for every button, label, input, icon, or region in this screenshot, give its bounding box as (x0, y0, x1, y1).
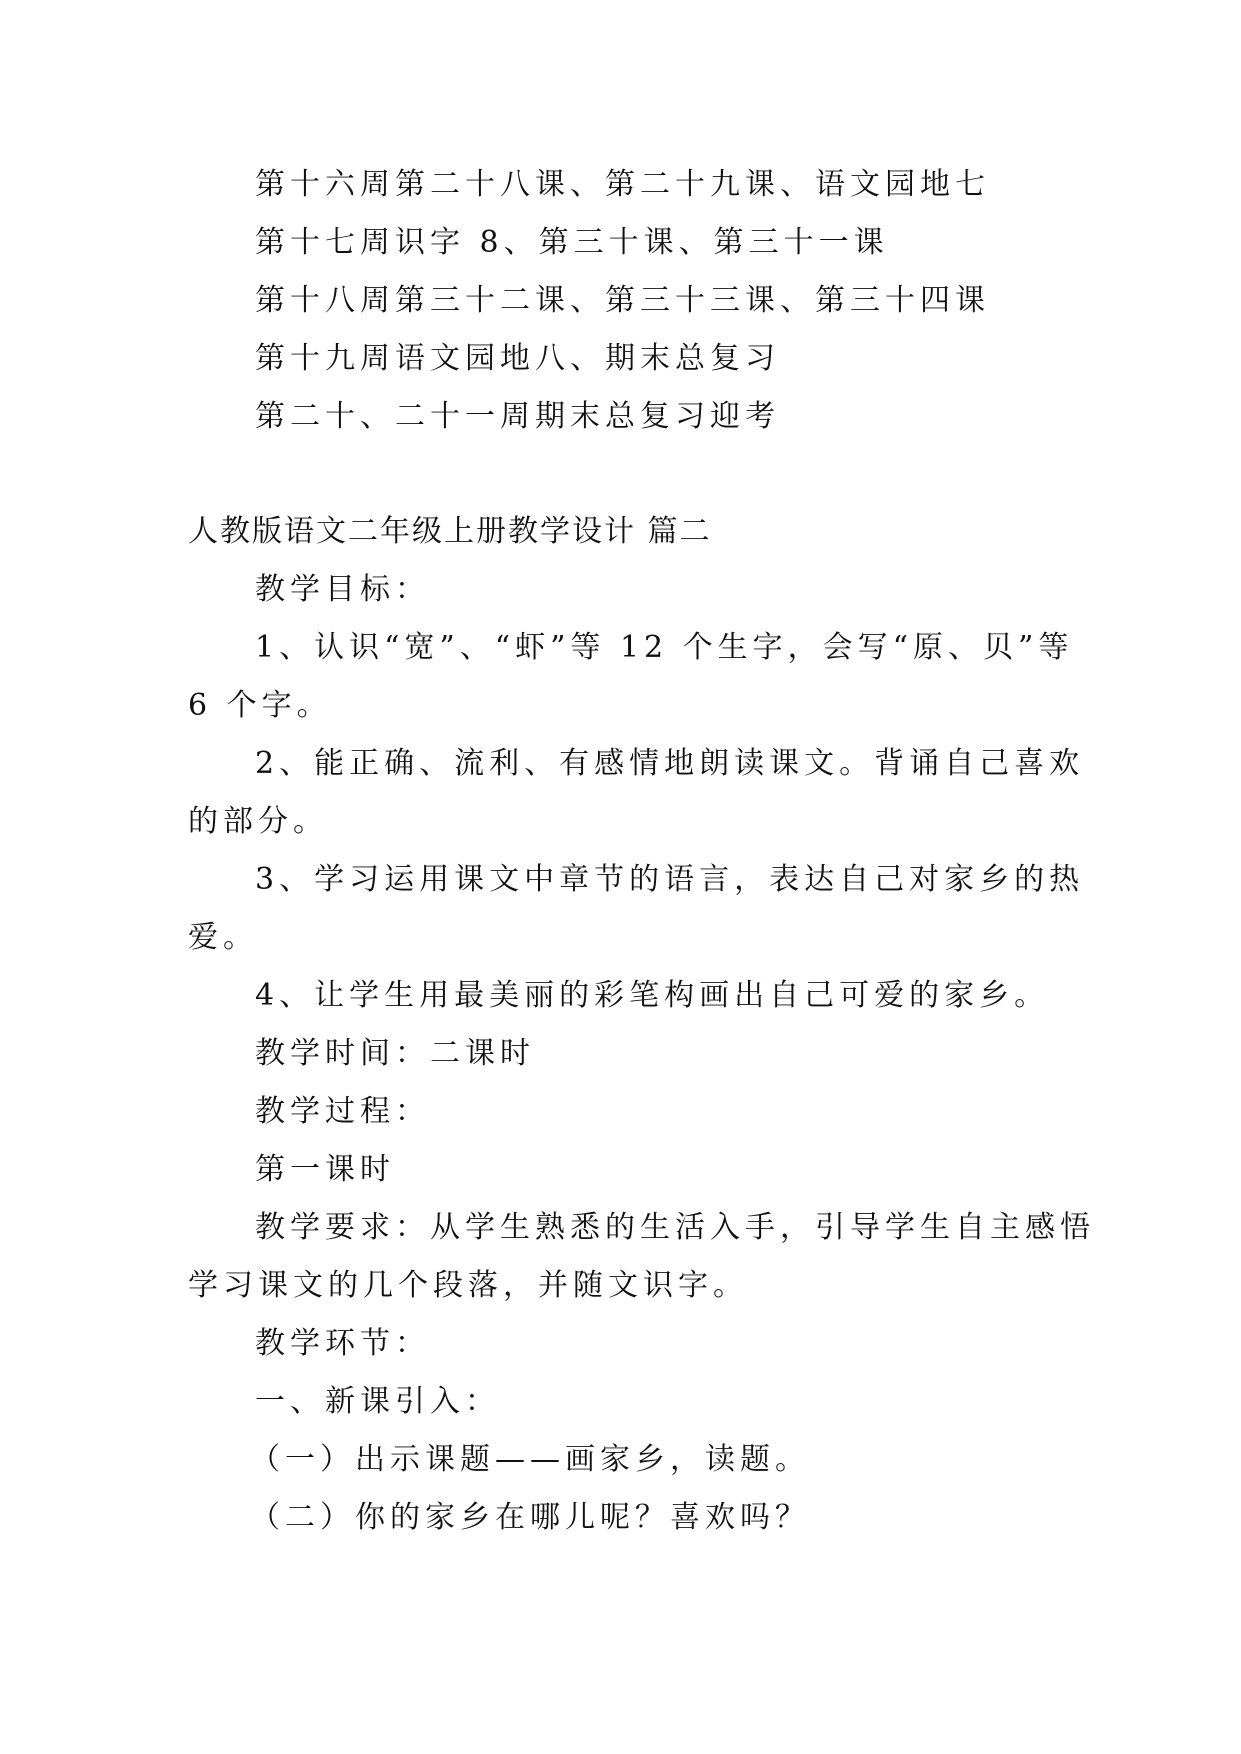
requirement-line: 学习课文的几个段落，并随文识字。 (188, 1268, 748, 1303)
section-title: 人教版语文二年级上册教学设计 篇二 (188, 514, 712, 549)
schedule-line: 第十六周第二十八课、第二十九课、语文园地七 (255, 167, 990, 202)
objective-line: 2、能正确、流利、有感情地朗读课文。背诵自己喜欢 (255, 746, 1085, 781)
objective-line: 的部分。 (188, 804, 328, 839)
teaching-time: 教学时间：二课时 (255, 1036, 535, 1071)
lesson-one-heading: 第一课时 (255, 1152, 395, 1187)
schedule-line: 第十九周语文园地八、期末总复习 (255, 341, 780, 376)
objective-line: 3、学习运用课文中章节的语言，表达自己对家乡的热 (255, 862, 1085, 897)
objectives-label: 教学目标： (255, 572, 430, 607)
objective-line: 1、认识“宽”、“虾”等 12 个生字，会写“原、贝”等 (255, 630, 1074, 665)
sub-step-line: （二）你的家乡在哪儿呢？喜欢吗？ (250, 1500, 810, 1535)
objective-line: 6 个字。 (188, 688, 332, 723)
teaching-process: 教学过程： (255, 1094, 430, 1129)
requirement-line: 教学要求：从学生熟悉的生活入手，引导学生自主感悟 (255, 1210, 1095, 1245)
objective-line: 爱。 (188, 920, 258, 955)
steps-label: 教学环节： (255, 1326, 430, 1361)
schedule-line: 第十八周第三十二课、第三十三课、第三十四课 (255, 283, 990, 318)
schedule-line: 第二十、二十一周期末总复习迎考 (255, 399, 780, 434)
step-one-heading: 一、新课引入： (255, 1384, 500, 1419)
sub-step-line: （一）出示课题——画家乡，读题。 (250, 1442, 810, 1477)
schedule-line: 第十七周识字 8、第三十课、第三十一课 (255, 225, 889, 260)
objective-line: 4、让学生用最美丽的彩笔构画出自己可爱的家乡。 (255, 978, 1050, 1013)
